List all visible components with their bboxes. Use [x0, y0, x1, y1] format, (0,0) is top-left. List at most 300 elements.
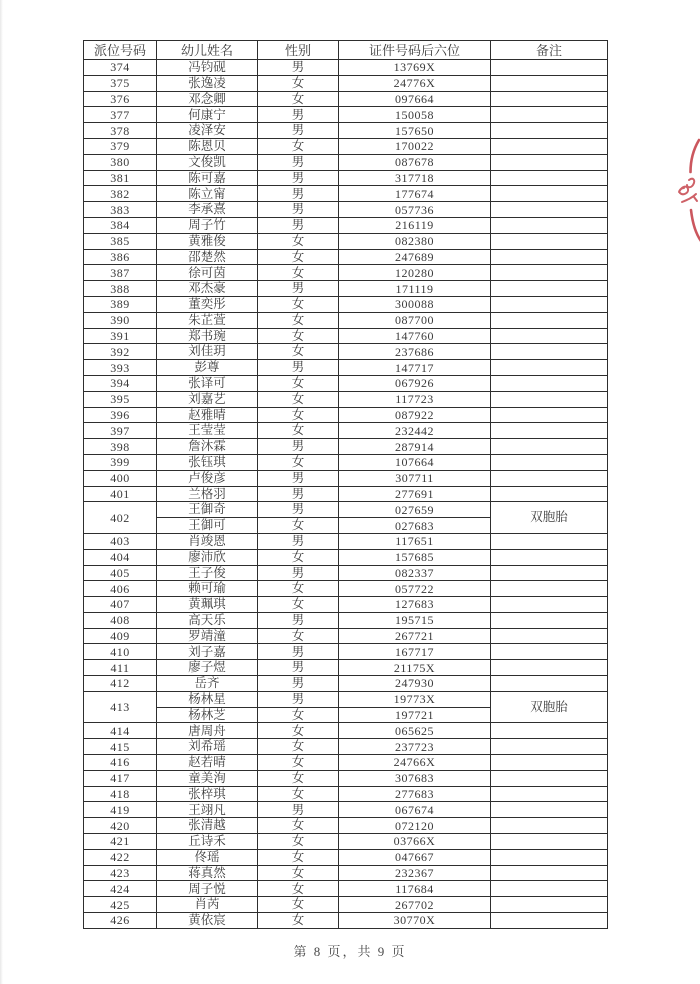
- table-row: [84, 186, 608, 202]
- cell-child-name: 王子俊: [157, 565, 258, 581]
- cell-allocation-number: 426: [84, 913, 157, 929]
- cell-remark: [491, 849, 608, 865]
- header-remark: 备注: [491, 41, 608, 60]
- cell-gender: 女: [258, 518, 339, 534]
- cell-allocation-number: 421: [84, 834, 157, 850]
- cell-remark: [491, 818, 608, 834]
- cell-remark: [491, 217, 608, 233]
- cell-gender: 男: [258, 565, 339, 581]
- cell-child-name: 邓念卿: [157, 91, 258, 107]
- table-row: [84, 470, 608, 486]
- cell-gender: 男: [258, 154, 339, 170]
- cell-allocation-number: 411: [84, 660, 157, 676]
- cell-child-name: 王莹莹: [157, 423, 258, 439]
- cell-child-name: 邓杰豪: [157, 281, 258, 297]
- cell-id-last-six: 087678: [339, 154, 491, 170]
- cell-gender: 女: [258, 897, 339, 913]
- cell-id-last-six: 157650: [339, 123, 491, 139]
- cell-id-last-six: 057736: [339, 202, 491, 218]
- table-row: [84, 612, 608, 628]
- cell-id-last-six: 147760: [339, 328, 491, 344]
- table-row: [84, 217, 608, 233]
- cell-remark: [491, 107, 608, 123]
- cell-child-name: 郑书琬: [157, 328, 258, 344]
- cell-gender: 男: [258, 123, 339, 139]
- cell-id-last-six: 13769X: [339, 60, 491, 76]
- cell-child-name: 张逸凌: [157, 75, 258, 91]
- cell-child-name: 黄依宸: [157, 913, 258, 929]
- cell-gender: 女: [258, 312, 339, 328]
- table-row: [84, 786, 608, 802]
- cell-allocation-number: 418: [84, 786, 157, 802]
- cell-gender: 女: [258, 328, 339, 344]
- cell-remark: [491, 897, 608, 913]
- cell-remark: [491, 802, 608, 818]
- cell-allocation-number: 391: [84, 328, 157, 344]
- cell-child-name: 邵楚然: [157, 249, 258, 265]
- cell-gender: 女: [258, 344, 339, 360]
- cell-id-last-six: 300088: [339, 296, 491, 312]
- cell-remark: [491, 470, 608, 486]
- cell-remark: [491, 913, 608, 929]
- cell-id-last-six: 247930: [339, 676, 491, 692]
- cell-remark: [491, 249, 608, 265]
- cell-allocation-number: 389: [84, 296, 157, 312]
- cell-allocation-number: 381: [84, 170, 157, 186]
- cell-child-name: 陈可嘉: [157, 170, 258, 186]
- cell-child-name: 张钰琪: [157, 454, 258, 470]
- cell-child-name: 王御奇: [157, 502, 258, 518]
- cell-remark: 双胞胎: [491, 691, 608, 723]
- cell-remark: [491, 533, 608, 549]
- cell-remark: [491, 312, 608, 328]
- cell-id-last-six: 150058: [339, 107, 491, 123]
- scan-edge-shading: [0, 0, 3, 984]
- cell-gender: 女: [258, 849, 339, 865]
- cell-gender: 男: [258, 439, 339, 455]
- table-row: [84, 375, 608, 391]
- cell-child-name: 杨林芝: [157, 707, 258, 723]
- cell-allocation-number: 394: [84, 375, 157, 391]
- cell-allocation-number: 390: [84, 312, 157, 328]
- cell-id-last-six: 167717: [339, 644, 491, 660]
- cell-remark: [491, 91, 608, 107]
- cell-gender: 男: [258, 502, 339, 518]
- cell-remark: [491, 423, 608, 439]
- cell-allocation-number: 385: [84, 233, 157, 249]
- cell-child-name: 廖子煜: [157, 660, 258, 676]
- cell-id-last-six: 067674: [339, 802, 491, 818]
- table-row: [84, 881, 608, 897]
- table-row: [84, 660, 608, 676]
- cell-remark: [491, 360, 608, 376]
- cell-gender: 男: [258, 281, 339, 297]
- header-allocation-number: 派位号码: [84, 41, 157, 60]
- cell-child-name: 肖芮: [157, 897, 258, 913]
- table-row: [84, 75, 608, 91]
- cell-child-name: 黄雅俊: [157, 233, 258, 249]
- cell-allocation-number: 417: [84, 770, 157, 786]
- cell-allocation-number: 410: [84, 644, 157, 660]
- cell-remark: [491, 233, 608, 249]
- cell-remark: [491, 770, 608, 786]
- cell-child-name: 廖沛欣: [157, 549, 258, 565]
- cell-id-last-six: 195715: [339, 612, 491, 628]
- table-row: [84, 849, 608, 865]
- cell-remark: [491, 723, 608, 739]
- cell-gender: 男: [258, 676, 339, 692]
- header-child-name: 幼儿姓名: [157, 41, 258, 60]
- cell-gender: 男: [258, 802, 339, 818]
- cell-id-last-six: 171119: [339, 281, 491, 297]
- table-row: [84, 565, 608, 581]
- cell-allocation-number: 423: [84, 865, 157, 881]
- cell-gender: 男: [258, 486, 339, 502]
- cell-allocation-number: 388: [84, 281, 157, 297]
- table-row: [84, 439, 608, 455]
- cell-id-last-six: 267702: [339, 897, 491, 913]
- cell-id-last-six: 117651: [339, 533, 491, 549]
- cell-gender: 女: [258, 91, 339, 107]
- cell-id-last-six: 117684: [339, 881, 491, 897]
- cell-gender: 女: [258, 865, 339, 881]
- table-row: [84, 770, 608, 786]
- cell-remark: [491, 138, 608, 154]
- cell-child-name: 陈恩贝: [157, 138, 258, 154]
- cell-allocation-number: 415: [84, 739, 157, 755]
- cell-child-name: 冯钧砚: [157, 60, 258, 76]
- cell-gender: 女: [258, 138, 339, 154]
- table-row: [84, 597, 608, 613]
- cell-remark: 双胞胎: [491, 502, 608, 534]
- cell-gender: 女: [258, 454, 339, 470]
- cell-remark: [491, 786, 608, 802]
- cell-child-name: 文俊凯: [157, 154, 258, 170]
- table-row: [84, 123, 608, 139]
- cell-child-name: 王御可: [157, 518, 258, 534]
- cell-allocation-number: 412: [84, 676, 157, 692]
- cell-remark: [491, 865, 608, 881]
- cell-child-name: 周子竹: [157, 217, 258, 233]
- table-row: [84, 312, 608, 328]
- cell-allocation-number: 397: [84, 423, 157, 439]
- cell-allocation-number: 380: [84, 154, 157, 170]
- table-row: [84, 913, 608, 929]
- table-row: [84, 834, 608, 850]
- cell-id-last-six: 307711: [339, 470, 491, 486]
- cell-remark: [491, 739, 608, 755]
- cell-id-last-six: 072120: [339, 818, 491, 834]
- cell-remark: [491, 281, 608, 297]
- cell-child-name: 杨林星: [157, 691, 258, 707]
- cell-id-last-six: 120280: [339, 265, 491, 281]
- cell-id-last-six: 027683: [339, 518, 491, 534]
- cell-id-last-six: 097664: [339, 91, 491, 107]
- cell-id-last-six: 287914: [339, 439, 491, 455]
- cell-id-last-six: 237723: [339, 739, 491, 755]
- cell-id-last-six: 107664: [339, 454, 491, 470]
- cell-id-last-six: 21175X: [339, 660, 491, 676]
- cell-remark: [491, 454, 608, 470]
- table-row: [84, 628, 608, 644]
- cell-child-name: 佟瑶: [157, 849, 258, 865]
- cell-gender: 女: [258, 881, 339, 897]
- cell-allocation-number: 425: [84, 897, 157, 913]
- cell-allocation-number: 393: [84, 360, 157, 376]
- red-seal-stamp: [655, 138, 700, 252]
- cell-id-last-six: 147717: [339, 360, 491, 376]
- cell-remark: [491, 170, 608, 186]
- cell-allocation-number: 396: [84, 407, 157, 423]
- seal-rim-upper-arc: [691, 140, 700, 172]
- cell-child-name: 朱芷萱: [157, 312, 258, 328]
- table-row: [84, 170, 608, 186]
- cell-child-name: 赵雅晴: [157, 407, 258, 423]
- cell-child-name: 肖竣恩: [157, 533, 258, 549]
- cell-id-last-six: 232442: [339, 423, 491, 439]
- cell-gender: 男: [258, 612, 339, 628]
- cell-remark: [491, 186, 608, 202]
- cell-remark: [491, 628, 608, 644]
- cell-child-name: 周子悦: [157, 881, 258, 897]
- cell-allocation-number: 376: [84, 91, 157, 107]
- cell-id-last-six: 237686: [339, 344, 491, 360]
- cell-id-last-six: 247689: [339, 249, 491, 265]
- table-row: [84, 202, 608, 218]
- cell-child-name: 詹沐霖: [157, 439, 258, 455]
- cell-child-name: 黄珮琪: [157, 597, 258, 613]
- table-row: [84, 107, 608, 123]
- cell-id-last-six: 067926: [339, 375, 491, 391]
- table-row: [84, 296, 608, 312]
- cell-allocation-number: 422: [84, 849, 157, 865]
- cell-remark: [491, 755, 608, 771]
- cell-remark: [491, 549, 608, 565]
- cell-remark: [491, 296, 608, 312]
- cell-allocation-number: 400: [84, 470, 157, 486]
- cell-gender: 男: [258, 470, 339, 486]
- cell-allocation-number: 414: [84, 723, 157, 739]
- cell-remark: [491, 123, 608, 139]
- cell-child-name: 刘嘉艺: [157, 391, 258, 407]
- table-body: [84, 60, 608, 929]
- cell-allocation-number: 408: [84, 612, 157, 628]
- table-row: [84, 865, 608, 881]
- cell-id-last-six: 065625: [339, 723, 491, 739]
- table-row: [84, 407, 608, 423]
- table-row: [84, 691, 608, 707]
- table-row: [84, 739, 608, 755]
- cell-id-last-six: 24766X: [339, 755, 491, 771]
- cell-gender: 女: [258, 818, 339, 834]
- table-row: [84, 91, 608, 107]
- cell-child-name: 兰格羽: [157, 486, 258, 502]
- seal-rim-lower-arc: [691, 210, 700, 241]
- table-row: [84, 502, 608, 518]
- cell-gender: 女: [258, 249, 339, 265]
- cell-id-last-six: 24776X: [339, 75, 491, 91]
- cell-id-last-six: 232367: [339, 865, 491, 881]
- cell-child-name: 张梓琪: [157, 786, 258, 802]
- cell-id-last-six: 082380: [339, 233, 491, 249]
- table-row: [84, 533, 608, 549]
- cell-child-name: 刘子嘉: [157, 644, 258, 660]
- table-row: [84, 897, 608, 913]
- table-row: [84, 154, 608, 170]
- cell-child-name: 彭尊: [157, 360, 258, 376]
- cell-id-last-six: 30770X: [339, 913, 491, 929]
- cell-remark: [491, 644, 608, 660]
- cell-gender: 女: [258, 770, 339, 786]
- table-row: [84, 281, 608, 297]
- cell-allocation-number: 398: [84, 439, 157, 455]
- seal-script-squiggles: [679, 179, 697, 202]
- cell-allocation-number: 374: [84, 60, 157, 76]
- table-row: [84, 818, 608, 834]
- cell-allocation-number: 401: [84, 486, 157, 502]
- header-id-last-six: 证件号码后六位: [339, 41, 491, 60]
- table-row: [84, 60, 608, 76]
- cell-child-name: 童美洵: [157, 770, 258, 786]
- cell-remark: [491, 407, 608, 423]
- cell-allocation-number: 403: [84, 533, 157, 549]
- cell-gender: 男: [258, 660, 339, 676]
- cell-remark: [491, 597, 608, 613]
- cell-gender: 女: [258, 913, 339, 929]
- cell-remark: [491, 375, 608, 391]
- cell-gender: 女: [258, 296, 339, 312]
- cell-allocation-number: 420: [84, 818, 157, 834]
- table-row: [84, 328, 608, 344]
- cell-child-name: 岳齐: [157, 676, 258, 692]
- cell-remark: [491, 581, 608, 597]
- table-row: [84, 454, 608, 470]
- table-row: [84, 549, 608, 565]
- cell-id-last-six: 027659: [339, 502, 491, 518]
- cell-gender: 女: [258, 549, 339, 565]
- cell-child-name: 蒋真然: [157, 865, 258, 881]
- cell-child-name: 王翊凡: [157, 802, 258, 818]
- cell-child-name: 何康宁: [157, 107, 258, 123]
- cell-allocation-number: 407: [84, 597, 157, 613]
- header-gender: 性别: [258, 41, 339, 60]
- cell-child-name: 刘希瑶: [157, 739, 258, 755]
- cell-allocation-number: 402: [84, 502, 157, 534]
- page-footer: 第 8 页，共 9 页: [293, 944, 407, 959]
- cell-allocation-number: 386: [84, 249, 157, 265]
- cell-gender: 女: [258, 834, 339, 850]
- cell-remark: [491, 881, 608, 897]
- cell-gender: 男: [258, 644, 339, 660]
- cell-remark: [491, 60, 608, 76]
- cell-remark: [491, 202, 608, 218]
- table-header: [84, 41, 608, 60]
- cell-remark: [491, 75, 608, 91]
- table-row: [84, 265, 608, 281]
- cell-allocation-number: 419: [84, 802, 157, 818]
- cell-id-last-six: 177674: [339, 186, 491, 202]
- cell-child-name: 赖可瑜: [157, 581, 258, 597]
- cell-allocation-number: 409: [84, 628, 157, 644]
- cell-id-last-six: 197721: [339, 707, 491, 723]
- cell-child-name: 陈立甯: [157, 186, 258, 202]
- table-row: [84, 723, 608, 739]
- cell-gender: 男: [258, 107, 339, 123]
- cell-child-name: 罗靖潼: [157, 628, 258, 644]
- cell-gender: 男: [258, 360, 339, 376]
- cell-child-name: 凌泽安: [157, 123, 258, 139]
- table-row: [84, 360, 608, 376]
- cell-remark: [491, 391, 608, 407]
- cell-id-last-six: 19773X: [339, 691, 491, 707]
- cell-gender: 女: [258, 391, 339, 407]
- cell-gender: 男: [258, 691, 339, 707]
- cell-child-name: 唐周舟: [157, 723, 258, 739]
- table-row: [84, 249, 608, 265]
- table-row: [84, 344, 608, 360]
- cell-gender: 男: [258, 186, 339, 202]
- cell-gender: 女: [258, 581, 339, 597]
- cell-child-name: 赵若晴: [157, 755, 258, 771]
- cell-allocation-number: 378: [84, 123, 157, 139]
- table-row: [84, 581, 608, 597]
- cell-id-last-six: 157685: [339, 549, 491, 565]
- cell-allocation-number: 416: [84, 755, 157, 771]
- cell-gender: 女: [258, 786, 339, 802]
- cell-allocation-number: 384: [84, 217, 157, 233]
- cell-gender: 女: [258, 628, 339, 644]
- cell-allocation-number: 377: [84, 107, 157, 123]
- cell-gender: 女: [258, 755, 339, 771]
- cell-gender: 男: [258, 217, 339, 233]
- cell-gender: 女: [258, 707, 339, 723]
- cell-allocation-number: 382: [84, 186, 157, 202]
- table-row: [84, 233, 608, 249]
- cell-id-last-six: 057722: [339, 581, 491, 597]
- cell-gender: 女: [258, 265, 339, 281]
- cell-remark: [491, 834, 608, 850]
- cell-gender: 女: [258, 597, 339, 613]
- cell-id-last-six: 170022: [339, 138, 491, 154]
- cell-remark: [491, 328, 608, 344]
- cell-id-last-six: 087700: [339, 312, 491, 328]
- cell-id-last-six: 087922: [339, 407, 491, 423]
- cell-child-name: 董奕彤: [157, 296, 258, 312]
- cell-allocation-number: 406: [84, 581, 157, 597]
- cell-allocation-number: 413: [84, 691, 157, 723]
- cell-allocation-number: 375: [84, 75, 157, 91]
- cell-child-name: 丘诗禾: [157, 834, 258, 850]
- cell-id-last-six: 047667: [339, 849, 491, 865]
- cell-remark: [491, 660, 608, 676]
- cell-id-last-six: 267721: [339, 628, 491, 644]
- cell-gender: 女: [258, 739, 339, 755]
- cell-allocation-number: 405: [84, 565, 157, 581]
- cell-allocation-number: 392: [84, 344, 157, 360]
- cell-gender: 女: [258, 75, 339, 91]
- cell-id-last-six: 317718: [339, 170, 491, 186]
- header-row: [84, 41, 608, 60]
- cell-child-name: 徐可茵: [157, 265, 258, 281]
- cell-child-name: 张译可: [157, 375, 258, 391]
- cell-gender: 女: [258, 407, 339, 423]
- cell-remark: [491, 565, 608, 581]
- cell-gender: 女: [258, 723, 339, 739]
- cell-remark: [491, 486, 608, 502]
- cell-id-last-six: 117723: [339, 391, 491, 407]
- cell-child-name: 刘佳玥: [157, 344, 258, 360]
- table-row: [84, 423, 608, 439]
